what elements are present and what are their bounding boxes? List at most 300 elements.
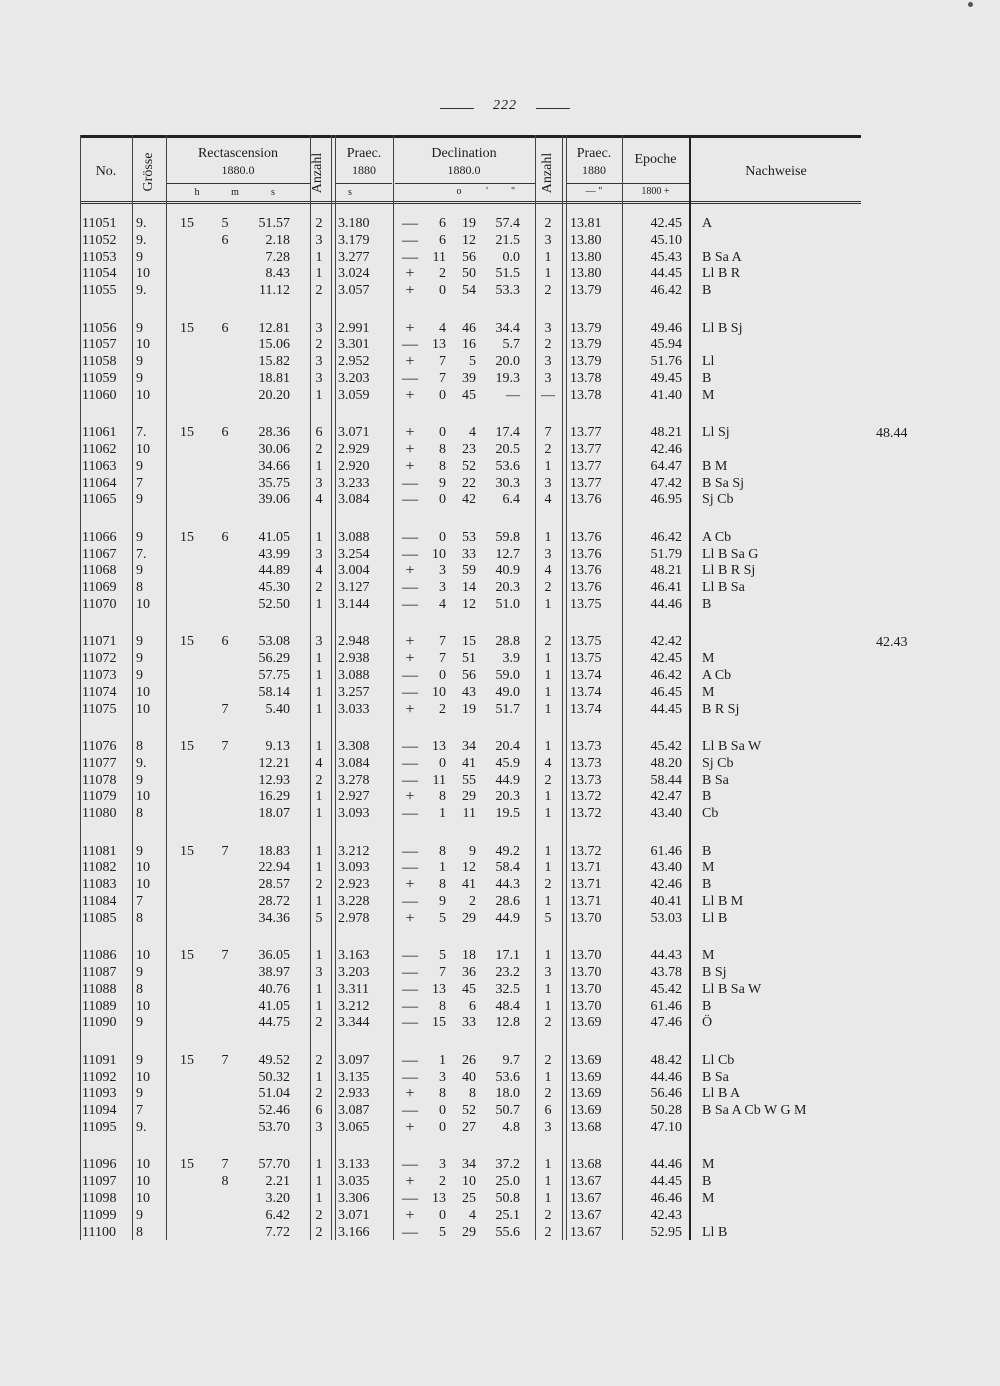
cell-decl-sec: 59.0: [495, 668, 520, 683]
cell-epoche: 64.47: [650, 458, 682, 474]
cell-no: 11067: [82, 546, 117, 562]
cell-decl-sec: 53.6: [495, 1069, 520, 1085]
cell-praec-ra: 3.097: [338, 1052, 370, 1068]
cell-ra-s: 50.32: [258, 1069, 290, 1085]
cell-decl-sign: —: [402, 215, 418, 232]
cell-praec-ra: 3.203: [338, 371, 370, 386]
cell-praec-ra: 3.163: [338, 948, 370, 964]
cell-epoche: 52.95: [650, 1224, 682, 1240]
cell-decl-sign: —: [402, 579, 418, 597]
cell-decl-sign: +: [405, 909, 415, 927]
cell-decl-deg: 3: [439, 1157, 446, 1173]
cell-praec-ra: 3.257: [338, 684, 370, 700]
cell-anzahl-ra: 2: [315, 337, 323, 353]
header-decl-epoch: 1880.0: [447, 163, 481, 177]
cell-decl-deg: 4: [439, 597, 446, 612]
cell-decl-deg: 1: [439, 1052, 446, 1068]
cell-no: 11060: [82, 387, 117, 403]
cell-no: 11088: [82, 981, 117, 997]
cell-groesse: 9: [136, 651, 143, 667]
cell-decl-deg: 0: [439, 425, 446, 441]
cell-decl-sec: 18.0: [495, 1086, 520, 1102]
cell-anzahl-decl: 2: [544, 1086, 552, 1102]
header-bottom-rule: [80, 201, 861, 204]
cell-epoche: 45.42: [650, 739, 682, 754]
cell-decl-deg: 5: [439, 910, 446, 926]
cell-no: 11100: [82, 1224, 116, 1240]
cell-anzahl-ra: 1: [315, 701, 323, 717]
cell-ra-s: 53.08: [258, 634, 290, 650]
cell-anzahl-ra: 1: [315, 387, 323, 403]
cell-decl-min: 6: [469, 998, 476, 1014]
cell-ra-s: 52.50: [258, 597, 290, 612]
cell-decl-sign: —: [402, 1068, 418, 1086]
cell-nachweise: B: [702, 998, 712, 1014]
cell-anzahl-ra: 1: [315, 1191, 323, 1206]
cell-epoche: 58.44: [650, 772, 682, 788]
cell-epoche: 61.46: [650, 843, 682, 859]
cell-praec-ra: 3.203: [338, 965, 370, 980]
cell-decl-sign: —: [402, 771, 418, 789]
cell-anzahl-ra: 1: [315, 1157, 323, 1173]
cell-praec-decl: 13.69: [570, 1069, 602, 1085]
cell-praec-decl: 13.67: [570, 1174, 602, 1190]
cell-anzahl-decl: 1: [544, 668, 552, 683]
cell-nachweise: B R Sj: [702, 701, 740, 717]
cell-praec-decl: 13.80: [570, 232, 602, 248]
cell-decl-sign: —: [402, 1156, 418, 1174]
cell-decl-sign: —: [402, 474, 418, 492]
cell-decl-sign: +: [405, 876, 415, 894]
cell-anzahl-ra: 2: [315, 580, 323, 596]
cell-groesse: 10: [136, 789, 150, 805]
cell-anzahl-decl: 1: [544, 597, 552, 612]
cell-decl-sec: 53.3: [495, 283, 520, 299]
decl-subheader-rule: [395, 183, 536, 184]
cell-nachweise: B Sa A: [702, 249, 742, 265]
cell-ra-s: 45.30: [258, 580, 290, 596]
cell-decl-sign: —: [402, 997, 418, 1015]
cell-epoche: 48.21: [650, 425, 682, 441]
header-ra-m: m: [231, 187, 239, 198]
cell-nachweise: B: [702, 283, 712, 299]
cell-ra-m: 6: [221, 634, 229, 650]
cell-epoche: 42.46: [650, 442, 682, 457]
cell-decl-sec: 3.9: [502, 651, 520, 667]
cell-decl-sec: 20.3: [495, 789, 520, 805]
cell-decl-deg: 2: [439, 701, 446, 717]
cell-groesse: 9: [136, 1086, 143, 1102]
cell-anzahl-decl: 2: [544, 337, 552, 353]
cell-no: 11094: [82, 1103, 117, 1119]
cell-decl-sec: 49.0: [495, 684, 520, 700]
cell-decl-sec: 34.4: [495, 320, 520, 336]
cell-praec-ra: 2.991: [338, 320, 370, 336]
cell-decl-deg: 6: [439, 216, 446, 231]
cell-nachweise: Ll B Sj: [702, 320, 743, 336]
cell-decl-deg: 8: [439, 458, 446, 474]
cell-decl-min: 12: [462, 597, 476, 612]
cell-decl-sign: —: [402, 1223, 418, 1241]
cell-praec-ra: 3.179: [338, 232, 370, 248]
cell-ra-s: 9.13: [265, 739, 290, 754]
cell-decl-sign: —: [402, 842, 418, 860]
cell-praec-ra: 3.308: [338, 739, 370, 754]
cell-ra-s: 15.82: [258, 354, 290, 370]
cell-decl-min: 26: [462, 1052, 476, 1068]
cell-groesse: 8: [136, 1224, 143, 1240]
header-praec2-year: 1880: [582, 163, 606, 177]
cell-groesse: 9: [136, 354, 143, 370]
cell-ra-s: 51.57: [258, 216, 290, 231]
cell-anzahl-ra: 2: [315, 216, 323, 231]
cell-anzahl-ra: 1: [315, 998, 323, 1014]
col-rule-decl: [535, 135, 536, 1240]
cell-ra-s: 18.81: [258, 371, 290, 386]
table-top-rule: [80, 135, 861, 138]
cell-epoche: 45.94: [650, 337, 682, 353]
cell-epoche: 43.40: [650, 860, 682, 876]
cell-epoche: 44.46: [650, 1157, 682, 1173]
cell-groesse: 8: [136, 981, 143, 997]
cell-groesse: 8: [136, 739, 143, 754]
cell-nachweise: Ö: [702, 1015, 713, 1031]
cell-anzahl-ra: 3: [315, 1120, 323, 1135]
cell-anzahl-ra: 2: [315, 283, 323, 299]
cell-decl-sec: 9.7: [502, 1052, 520, 1068]
cell-decl-min: 2: [469, 894, 476, 909]
cell-praec-ra: 3.166: [338, 1224, 370, 1240]
cell-no: 11087: [82, 965, 117, 980]
cell-praec-ra: 2.929: [338, 442, 370, 457]
cell-anzahl-ra: 1: [315, 739, 323, 754]
cell-epoche: 41.40: [650, 387, 682, 403]
cell-epoche: 44.46: [650, 597, 682, 612]
cell-praec-ra: 3.065: [338, 1120, 370, 1135]
cell-decl-min: 29: [462, 789, 476, 805]
cell-anzahl-decl: 1: [544, 1157, 552, 1173]
cell-decl-deg: 8: [439, 789, 446, 805]
cell-decl-deg: 0: [439, 1120, 446, 1135]
cell-praec-ra: 3.228: [338, 894, 370, 909]
cell-epoche: 53.03: [650, 910, 682, 926]
cell-no: 11066: [82, 529, 117, 545]
cell-epoche: 50.28: [650, 1103, 682, 1119]
cell-groesse: 9: [136, 563, 143, 579]
header-praec2-unit: — ": [585, 186, 603, 197]
cell-praec-ra: 2.948: [338, 634, 370, 650]
cell-decl-sec: 53.6: [495, 458, 520, 474]
cell-decl-sign: —: [402, 491, 418, 509]
cell-decl-min: 4: [469, 1207, 476, 1223]
cell-decl-min: 39: [462, 371, 476, 386]
cell-groesse: 9.: [136, 216, 147, 231]
cell-decl-sec: 37.2: [495, 1157, 520, 1173]
header-praec1-title: Praec.: [346, 146, 382, 161]
cell-praec-ra: 3.301: [338, 337, 370, 353]
cell-decl-sign: —: [402, 893, 418, 910]
cell-epoche: 46.42: [650, 283, 682, 299]
cell-ra-s: 16.29: [258, 789, 290, 805]
cell-no: 11080: [82, 806, 117, 822]
cell-anzahl-decl: 5: [544, 910, 552, 926]
header-ra-title: Rectascension: [197, 146, 279, 161]
cell-groesse: 9.: [136, 755, 147, 771]
cell-praec-decl: 13.75: [570, 651, 602, 667]
cell-anzahl-decl: 1: [544, 843, 552, 859]
cell-groesse: 9: [136, 965, 143, 980]
cell-anzahl-decl: 3: [544, 320, 552, 336]
cell-epoche: 46.42: [650, 529, 682, 545]
cell-anzahl-decl: 2: [544, 1052, 552, 1068]
cell-praec-decl: 13.69: [570, 1086, 602, 1102]
cell-praec-ra: 3.311: [338, 981, 369, 997]
cell-ra-m: 6: [221, 320, 229, 336]
cell-anzahl-ra: 1: [315, 981, 323, 997]
cell-anzahl-decl: 3: [544, 1120, 552, 1135]
cell-decl-min: 45: [462, 387, 476, 403]
cell-anzahl-ra: 1: [315, 529, 323, 545]
cell-praec-ra: 3.084: [338, 492, 370, 508]
cell-ra-s: 22.94: [258, 860, 290, 876]
cell-anzahl-decl: 3: [544, 546, 552, 562]
cell-epoche: 56.46: [650, 1086, 682, 1102]
cell-decl-min: 11: [462, 806, 476, 822]
cell-decl-min: 50: [462, 266, 476, 282]
cell-praec-decl: 13.78: [570, 387, 602, 403]
cell-ra-h: 15: [180, 529, 194, 545]
cell-anzahl-decl: 1: [544, 739, 552, 754]
cell-decl-sign: +: [405, 282, 415, 300]
cell-ra-s: 56.29: [258, 651, 290, 667]
cell-praec-decl: 13.70: [570, 948, 602, 964]
cell-decl-min: 8: [469, 1086, 476, 1102]
cell-anzahl-ra: 3: [315, 475, 323, 491]
cell-decl-sec: 5.7: [502, 337, 520, 353]
cell-decl-sign: —: [402, 248, 418, 266]
cell-decl-deg: 1: [439, 860, 446, 876]
cell-praec-decl: 13.68: [570, 1157, 602, 1173]
cell-epoche: 46.42: [650, 668, 682, 683]
cell-decl-sec: 50.8: [495, 1191, 520, 1206]
cell-groesse: 10: [136, 266, 150, 282]
header-no: No.: [95, 164, 117, 179]
cell-decl-deg: 13: [432, 337, 446, 353]
cell-anzahl-decl: 1: [544, 266, 552, 282]
cell-nachweise: M: [702, 860, 715, 876]
cell-groesse: 9: [136, 492, 143, 508]
cell-ra-s: 52.46: [258, 1103, 290, 1119]
cell-ra-s: 35.75: [258, 475, 290, 491]
cell-decl-sign: —: [402, 805, 418, 823]
cell-decl-deg: 7: [439, 634, 446, 650]
cell-decl-deg: 0: [439, 492, 446, 508]
cell-anzahl-decl: 4: [544, 563, 552, 579]
cell-no: 11078: [82, 772, 117, 788]
cell-groesse: 10: [136, 1157, 150, 1173]
cell-praec-decl: 13.77: [570, 442, 602, 457]
cell-no: 11062: [82, 442, 117, 457]
cell-decl-min: 52: [462, 1103, 476, 1119]
cell-praec-ra: 3.233: [338, 475, 370, 491]
cell-decl-sign: +: [405, 562, 415, 580]
cell-groesse: 9: [136, 371, 143, 386]
cell-decl-min: 10: [462, 1174, 476, 1190]
cell-praec-ra: 3.254: [338, 546, 370, 562]
cell-no: 11075: [82, 701, 117, 717]
cell-decl-sign: —: [402, 528, 418, 546]
cell-nachweise: Ll B Sa W: [702, 739, 762, 754]
cell-anzahl-decl: 1: [544, 249, 552, 265]
cell-decl-sec: 20.3: [495, 580, 520, 596]
cell-praec-decl: 13.75: [570, 597, 602, 612]
cell-ra-s: 8.43: [265, 266, 290, 282]
cell-anzahl-ra: 2: [315, 877, 323, 893]
cell-no: 11057: [82, 337, 117, 353]
cell-nachweise: M: [702, 948, 715, 964]
cell-no: 11068: [82, 563, 117, 579]
cell-no: 11098: [82, 1191, 117, 1206]
cell-groesse: 7: [136, 894, 143, 909]
cell-anzahl-decl: 1: [544, 1191, 552, 1206]
col-rule-epoche: [689, 135, 691, 1240]
cell-nachweise: Sj Cb: [702, 755, 734, 771]
cell-no: 11082: [82, 860, 117, 876]
cell-anzahl-decl: 6: [544, 1103, 552, 1119]
cell-anzahl-ra: 2: [315, 1207, 323, 1223]
cell-decl-sec: 45.9: [495, 755, 520, 771]
cell-nachweise: B Sj: [702, 965, 727, 980]
cell-anzahl-decl: 1: [544, 701, 552, 717]
cell-decl-min: 15: [462, 634, 476, 650]
cell-epoche: 44.46: [650, 1069, 682, 1085]
cell-decl-deg: 7: [439, 965, 446, 980]
header-rule-right: [536, 108, 570, 109]
cell-decl-sec: 19.3: [495, 371, 520, 386]
cell-ra-h: 15: [180, 739, 194, 754]
cell-anzahl-ra: 3: [315, 371, 323, 386]
cell-epoche: 47.46: [650, 1015, 682, 1031]
cell-anzahl-decl: 1: [544, 684, 552, 700]
col-rule-praec2: [622, 135, 623, 1240]
cell-nachweise: Ll B R: [702, 266, 741, 282]
cell-decl-sec: 20.0: [495, 354, 520, 370]
cell-anzahl-ra: 1: [315, 458, 323, 474]
cell-praec-ra: 3.344: [338, 1015, 370, 1031]
cell-no: 11089: [82, 998, 117, 1014]
cell-anzahl-decl: —: [541, 387, 555, 403]
cell-no: 11069: [82, 580, 117, 596]
cell-epoche: 48.42: [650, 1052, 682, 1068]
cell-ra-s: 12.21: [258, 755, 290, 771]
header-praec2-title: Praec.: [576, 146, 612, 161]
cell-decl-sign: +: [405, 788, 415, 806]
cell-groesse: 10: [136, 387, 150, 403]
cell-no: 11074: [82, 684, 117, 700]
cell-no: 11083: [82, 877, 117, 893]
cell-nachweise: B Sa Sj: [702, 475, 745, 491]
cell-decl-sec: 58.4: [495, 860, 520, 876]
cell-anzahl-decl: 1: [544, 529, 552, 545]
cell-praec-decl: 13.70: [570, 981, 602, 997]
cell-nachweise: Ll: [702, 354, 715, 370]
cell-decl-sec: 50.7: [495, 1103, 520, 1119]
cell-decl-min: 9: [469, 843, 476, 859]
cell-anzahl-decl: 1: [544, 998, 552, 1014]
cell-no: 11054: [82, 266, 117, 282]
cell-decl-min: 42: [462, 492, 476, 508]
cell-praec-ra: 2.927: [338, 789, 370, 805]
cell-nachweise: B: [702, 597, 712, 612]
cell-anzahl-decl: 2: [544, 1207, 552, 1223]
cell-ra-s: 5.40: [265, 701, 290, 717]
cell-nachweise: Ll Cb: [702, 1052, 735, 1068]
cell-decl-sign: —: [402, 667, 418, 684]
cell-praec-decl: 13.67: [570, 1224, 602, 1240]
cell-decl-sign: —: [402, 1190, 418, 1207]
cell-anzahl-ra: 1: [315, 651, 323, 667]
cell-decl-min: 36: [462, 965, 476, 980]
cell-decl-deg: 6: [439, 232, 446, 248]
cell-praec-ra: 3.144: [338, 597, 370, 612]
cell-anzahl-ra: 1: [315, 1069, 323, 1085]
cell-ra-s: 58.14: [258, 684, 290, 700]
cell-praec-decl: 13.75: [570, 634, 602, 650]
cell-ra-m: 7: [221, 948, 229, 964]
header-decl-min: ': [486, 186, 488, 197]
cell-praec-ra: 2.920: [338, 458, 370, 474]
cell-decl-sec: 40.9: [495, 563, 520, 579]
cell-epoche: 46.95: [650, 492, 682, 508]
cell-decl-min: 34: [462, 1157, 476, 1173]
page-number: 222: [493, 98, 517, 113]
cell-decl-sign: —: [402, 980, 418, 998]
cell-decl-deg: 13: [432, 739, 446, 754]
cell-groesse: 7.: [136, 425, 147, 441]
cell-decl-deg: 11: [432, 772, 446, 788]
cell-anzahl-ra: 3: [315, 546, 323, 562]
cell-anzahl-ra: 4: [315, 755, 323, 771]
cell-decl-deg: 0: [439, 283, 446, 299]
cell-praec-decl: 13.76: [570, 492, 602, 508]
cell-praec-ra: 3.071: [338, 1207, 370, 1223]
cell-ra-s: 6.42: [265, 1207, 290, 1223]
cell-no: 11073: [82, 668, 117, 683]
cell-decl-min: 29: [462, 910, 476, 926]
cell-groesse: 10: [136, 860, 150, 876]
cell-praec-decl: 13.78: [570, 371, 602, 386]
cell-ra-h: 15: [180, 320, 194, 336]
cell-praec-decl: 13.70: [570, 965, 602, 980]
cell-anzahl-decl: 4: [544, 492, 552, 508]
cell-epoche: 47.42: [650, 475, 682, 491]
cell-praec-ra: 3.212: [338, 843, 370, 859]
cell-ra-s: 12.81: [258, 320, 290, 336]
cell-ra-s: 28.36: [258, 425, 290, 441]
cell-groesse: 9: [136, 1015, 143, 1031]
cell-decl-deg: 7: [439, 651, 446, 667]
cell-praec-decl: 13.79: [570, 320, 602, 336]
cell-groesse: 9: [136, 843, 143, 859]
cell-decl-sign: +: [405, 457, 415, 475]
cell-decl-sign: —: [402, 1014, 418, 1032]
cell-ra-s: 18.07: [258, 806, 290, 822]
cell-nachweise: B Sa: [702, 1069, 729, 1085]
cell-decl-sec: 51.0: [495, 597, 520, 612]
cell-groesse: 10: [136, 337, 150, 353]
cell-praec-decl: 13.80: [570, 266, 602, 282]
col-rule-anzahl1: [331, 135, 336, 1240]
